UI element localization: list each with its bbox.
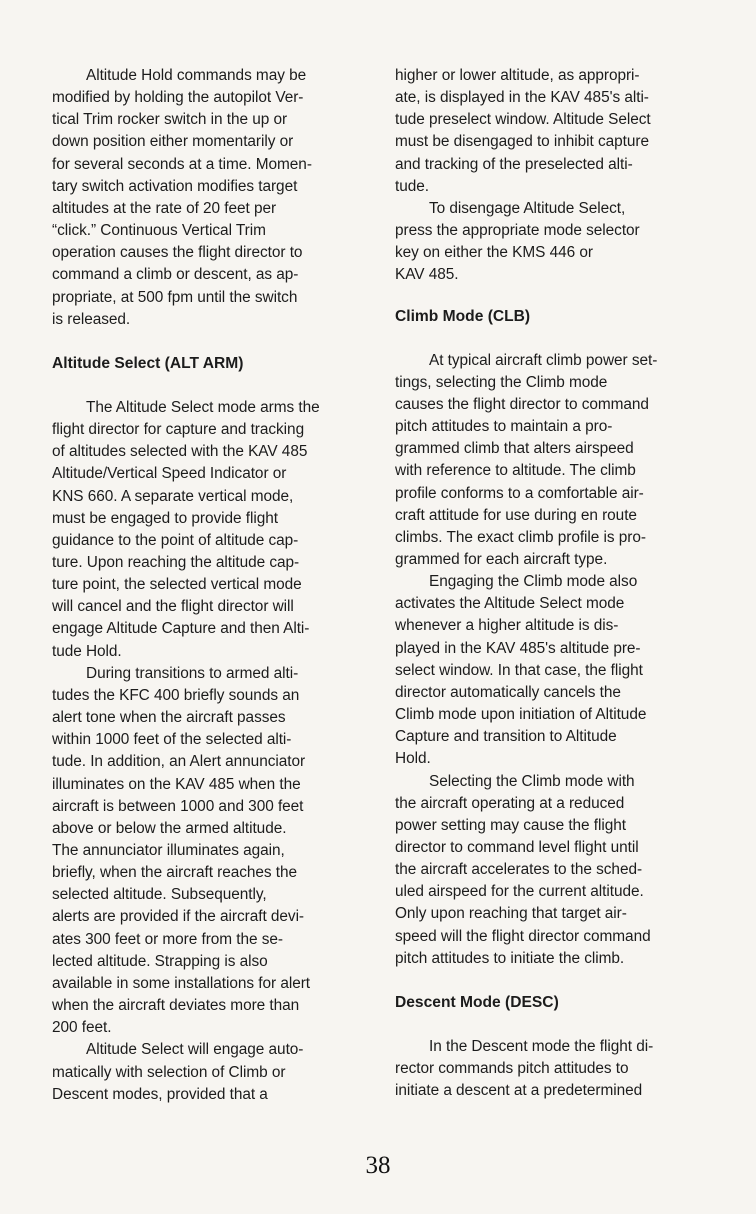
text-line: craft attitude for use during en route (395, 506, 637, 524)
text-line: “click.” Continuous Vertical Trim (52, 222, 266, 240)
text-line: The annunciator illuminates again, (52, 842, 285, 859)
paragraph (52, 65, 372, 331)
paragraph (52, 1039, 372, 1105)
text-line: Altitude Select will engage auto- (86, 1041, 304, 1059)
text-line: altitudes at the rate of 20 feet per (52, 199, 277, 217)
text-line: down position either momentarily or (52, 133, 294, 151)
text-line: with reference to altitude. The climb (395, 462, 636, 480)
text-line: operation causes the flight director to (52, 244, 303, 262)
text-line: ate, is displayed in the KAV 485's alti- (395, 89, 649, 107)
text-line: Engaging the Climb mode also (429, 573, 638, 591)
text-line: propriate, at 500 fpm until the switch (52, 288, 298, 306)
text-line: alerts are provided if the aircraft devi- (52, 908, 305, 926)
paragraph (395, 771, 715, 970)
text-line: ates 300 feet or more from the se- (52, 930, 283, 948)
section-heading-climb-mode: Climb Mode (CLB) (395, 307, 531, 325)
text-line: Climb mode upon initiation of Altitude (395, 706, 647, 724)
text-line: tude. (395, 177, 429, 195)
paragraph (395, 1036, 715, 1102)
text-line: alert tone when the aircraft passes (52, 709, 286, 727)
text-line: matically with selection of Climb or (52, 1063, 286, 1081)
text-line: Selecting the Climb mode with (429, 772, 635, 790)
text-line: Only upon reaching that target air- (395, 905, 627, 923)
text-line: power setting may cause the flight (395, 816, 626, 834)
text-line: aircraft is between 1000 and 300 feet (52, 797, 304, 815)
paragraph (395, 65, 715, 198)
text-line: director to command level flight until (395, 839, 639, 856)
left-column (52, 65, 372, 1106)
text-line: whenever a higher altitude is dis- (395, 617, 619, 635)
text-line: KAV 485. (395, 266, 459, 284)
text-line: within 1000 feet of the selected alti- (52, 731, 292, 749)
text-line: During transitions to armed alti- (86, 664, 299, 682)
text-line: causes the flight director to command (395, 395, 649, 413)
text-line: briefly, when the aircraft reaches the (52, 864, 298, 882)
text-line: available in some installations for alert (52, 974, 311, 992)
text-line: when the aircraft deviates more than (52, 997, 300, 1015)
text-line: uled airspeed for the current altitude. (395, 883, 644, 901)
text-line: the aircraft operating at a reduced (395, 794, 625, 812)
text-line: ture. Upon reaching the altitude cap- (52, 553, 300, 571)
text-line: command a climb or descent, as ap- (52, 266, 299, 284)
text-line: ture point, the selected vertical mode (52, 576, 302, 594)
text-line: Hold. (395, 750, 431, 768)
paragraph (52, 663, 372, 1040)
text-line: illuminates on the KAV 485 when the (52, 775, 301, 793)
text-line: tudes the KFC 400 briefly sounds an (52, 686, 300, 704)
text-line: speed will the flight director command (395, 927, 651, 945)
text-line: initiate a descent at a predetermined (395, 1082, 643, 1100)
text-line: pitch attitudes to maintain a pro- (395, 418, 613, 436)
text-line: engage Altitude Capture and then Alti- (52, 620, 310, 638)
text-line: At typical aircraft climb power set- (429, 351, 658, 369)
text-line: tings, selecting the Climb mode (395, 373, 608, 391)
text-line: higher or lower altitude, as appropri- (395, 67, 640, 84)
text-line: KNS 660. A separate vertical mode, (52, 487, 294, 505)
text-line: for several seconds at a time. Momen- (52, 155, 312, 173)
text-line: tical Trim rocker switch in the up or (52, 111, 288, 129)
text-line: profile conforms to a comfortable air- (395, 484, 644, 502)
text-line: To disengage Altitude Select, (429, 199, 626, 217)
text-line: must be engaged to provide flight (52, 509, 278, 527)
text-line: rector commands pitch attitudes to (395, 1060, 629, 1078)
text-line: must be disengaged to inhibit capture (395, 133, 649, 151)
text-line: tude Hold. (52, 642, 122, 660)
text-line: Descent modes, provided that a (52, 1085, 268, 1103)
text-line: grammed for each aircraft type. (395, 550, 608, 568)
text-line: will cancel and the flight director will (52, 598, 294, 616)
text-line: tude preselect window. Altitude Select (395, 111, 651, 129)
right-column (395, 65, 715, 1102)
text-line: above or below the armed altitude. (52, 819, 287, 837)
text-line: tude. In addition, an Alert annunciator (52, 753, 306, 771)
text-line: modified by holding the autopilot Ver- (52, 89, 304, 107)
text-line: In the Descent mode the flight di- (429, 1037, 654, 1055)
text-line: played in the KAV 485's altitude pre- (395, 639, 641, 657)
text-line: pitch attitudes to initiate the climb. (395, 949, 625, 967)
section-heading-altitude-select: Altitude Select (ALT ARM) (52, 354, 244, 372)
text-line: Altitude/Vertical Speed Indicator or (52, 465, 287, 483)
text-line: select window. In that case, the flight (395, 661, 643, 679)
text-line: flight director for capture and tracking (52, 421, 305, 439)
text-line: key on either the KMS 446 or (395, 244, 593, 262)
text-line: lected altitude. Strapping is also (52, 952, 268, 970)
text-line: 200 feet. (52, 1019, 112, 1037)
text-line: climbs. The exact climb profile is pro- (395, 528, 646, 546)
text-line: selected altitude. Subsequently, (52, 886, 267, 904)
text-line: Capture and transition to Altitude (395, 728, 617, 746)
section-heading-descent-mode: Descent Mode (DESC) (395, 993, 559, 1011)
page-number: 38 (365, 1152, 391, 1179)
text-line: Altitude Hold commands may be (86, 67, 307, 84)
text-line: grammed climb that alters airspeed (395, 440, 634, 458)
text-line: tary switch activation modifies target (52, 177, 298, 195)
text-line: is released. (52, 310, 131, 328)
paragraph (395, 571, 715, 770)
text-line: activates the Altitude Select mode (395, 595, 625, 613)
paragraph (395, 350, 715, 572)
paragraph (52, 397, 372, 663)
paragraph (395, 198, 715, 287)
text-line: the aircraft accelerates to the sched- (395, 861, 643, 879)
text-line: guidance to the point of altitude cap- (52, 531, 299, 549)
text-line: and tracking of the preselected alti- (395, 155, 633, 173)
text-line: press the appropriate mode selector (395, 222, 640, 240)
text-line: director automatically cancels the (395, 683, 621, 701)
text-line: of altitudes selected with the KAV 485 (52, 443, 308, 461)
text-line: The Altitude Select mode arms the (86, 398, 320, 416)
